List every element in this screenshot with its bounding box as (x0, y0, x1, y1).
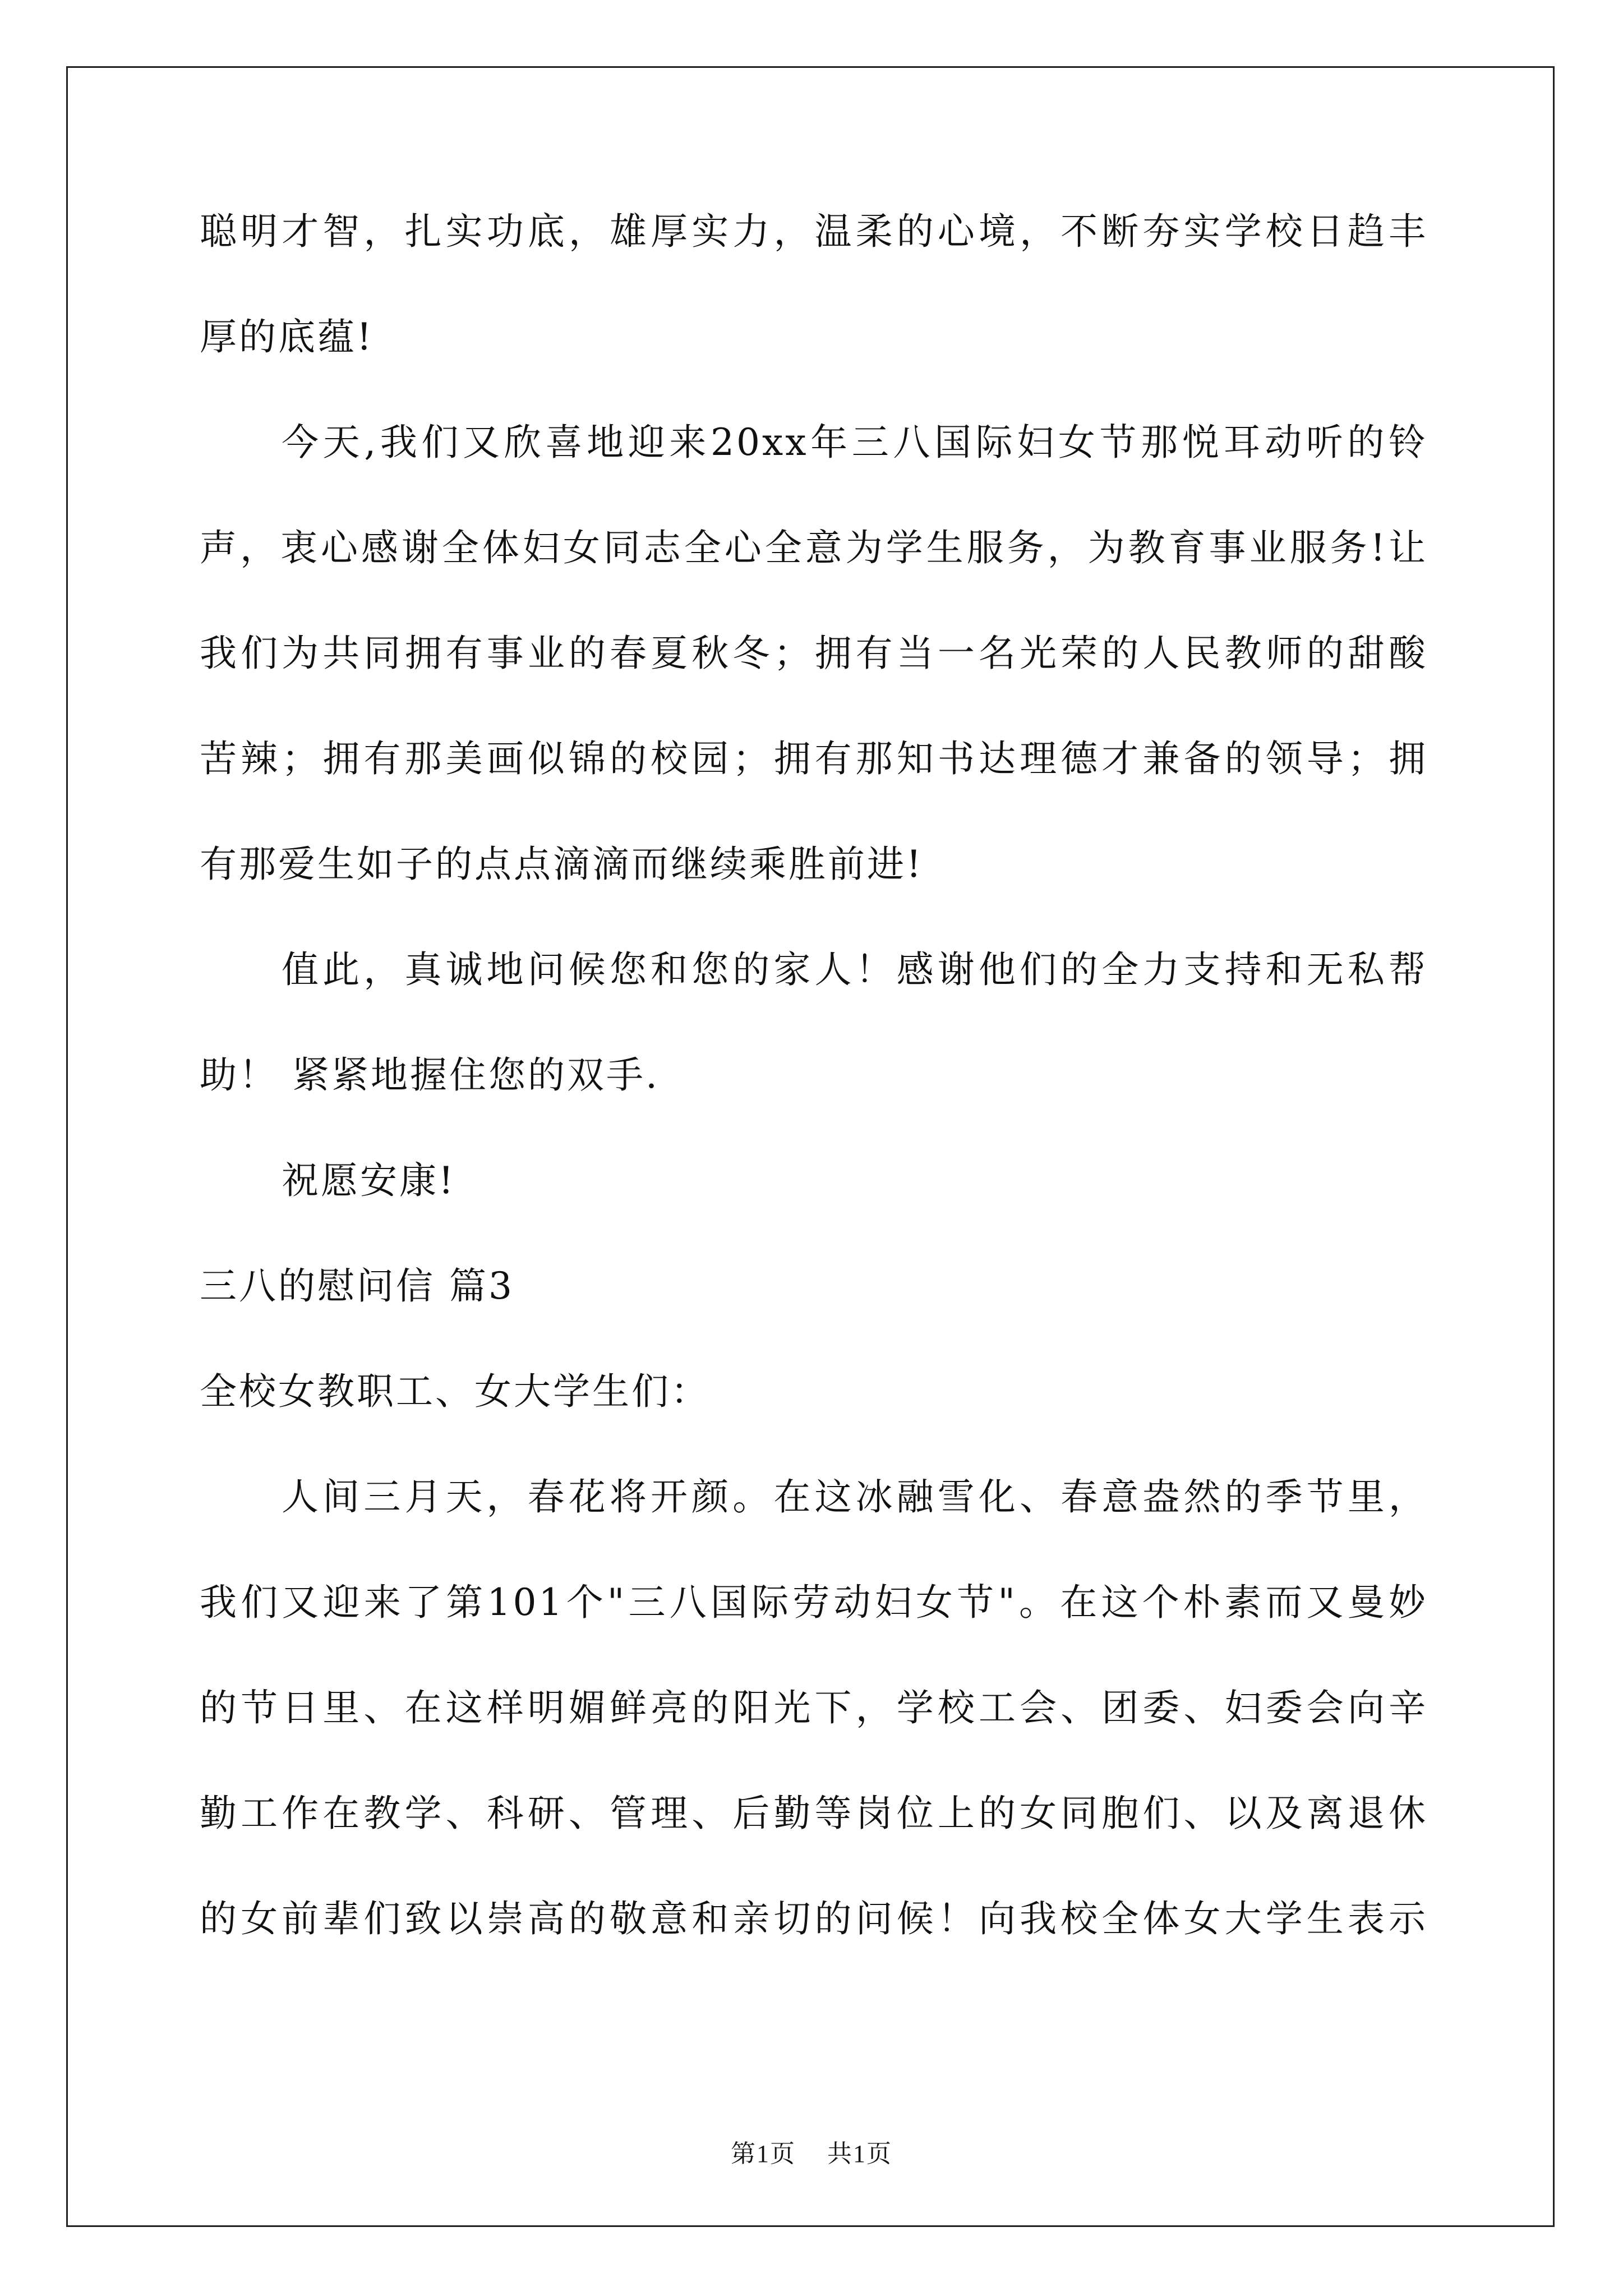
salutation: 全校女教职工、女大学生们： (200, 1370, 710, 1413)
document-body (200, 206, 1428, 1999)
paragraph-line: 我们又迎来了第101个"三八国际劳动妇女节"。在这个朴素而又曼妙 (200, 1581, 1428, 1624)
paragraph-line: 人间三月天，春花将开颜。在这冰融雪化、春意盎然的季节里， (282, 1475, 1428, 1519)
page-footer (0, 2137, 1623, 2171)
paragraph-line: 厚的底蕴! (200, 315, 374, 358)
paragraph-line: 助！ 紧紧地握住您的双手. (200, 1053, 660, 1097)
paragraph-line: 值此，真诚地问候您和您的家人！感谢他们的全力支持和无私帮 (282, 948, 1428, 991)
paragraph-line: 今天,我们又欣喜地迎来20xx年三八国际妇女节那悦耳动听的铃 (282, 421, 1428, 464)
paragraph-line: 聪明才智，扎实功底，雄厚实力，温柔的心境，不断夯实学校日趋丰 (200, 210, 1428, 253)
paragraph-line: 的女前辈们致以崇高的敬意和亲切的问候！向我校全体女大学生表示 (200, 1897, 1428, 1940)
paragraph-line: 苦辣；拥有那美画似锦的校园；拥有那知书达理德才兼备的领导；拥 (200, 737, 1428, 780)
paragraph-line: 我们为共同拥有事业的春夏秋冬；拥有当一名光荣的人民教师的甜酸 (200, 632, 1428, 675)
page-number: 第1页 (731, 2140, 796, 2168)
paragraph-line: 声，衷心感谢全体妇女同志全心全意为学生服务，为教育事业服务!让 (200, 526, 1428, 569)
paragraph-line: 勤工作在教学、科研、管理、后勤等岗位上的女同胞们、以及离退休 (200, 1792, 1428, 1835)
paragraph-line: 的节日里、在这样明媚鲜亮的阳光下，学校工会、团委、妇委会向辛 (200, 1686, 1428, 1729)
paragraph-line: 有那爱生如子的点点滴滴而继续乘胜前进! (200, 843, 924, 886)
page-total: 共1页 (827, 2140, 892, 2168)
section-heading: 三八的慰问信 篇3 (200, 1264, 514, 1308)
closing-line: 祝愿安康! (282, 1159, 456, 1202)
